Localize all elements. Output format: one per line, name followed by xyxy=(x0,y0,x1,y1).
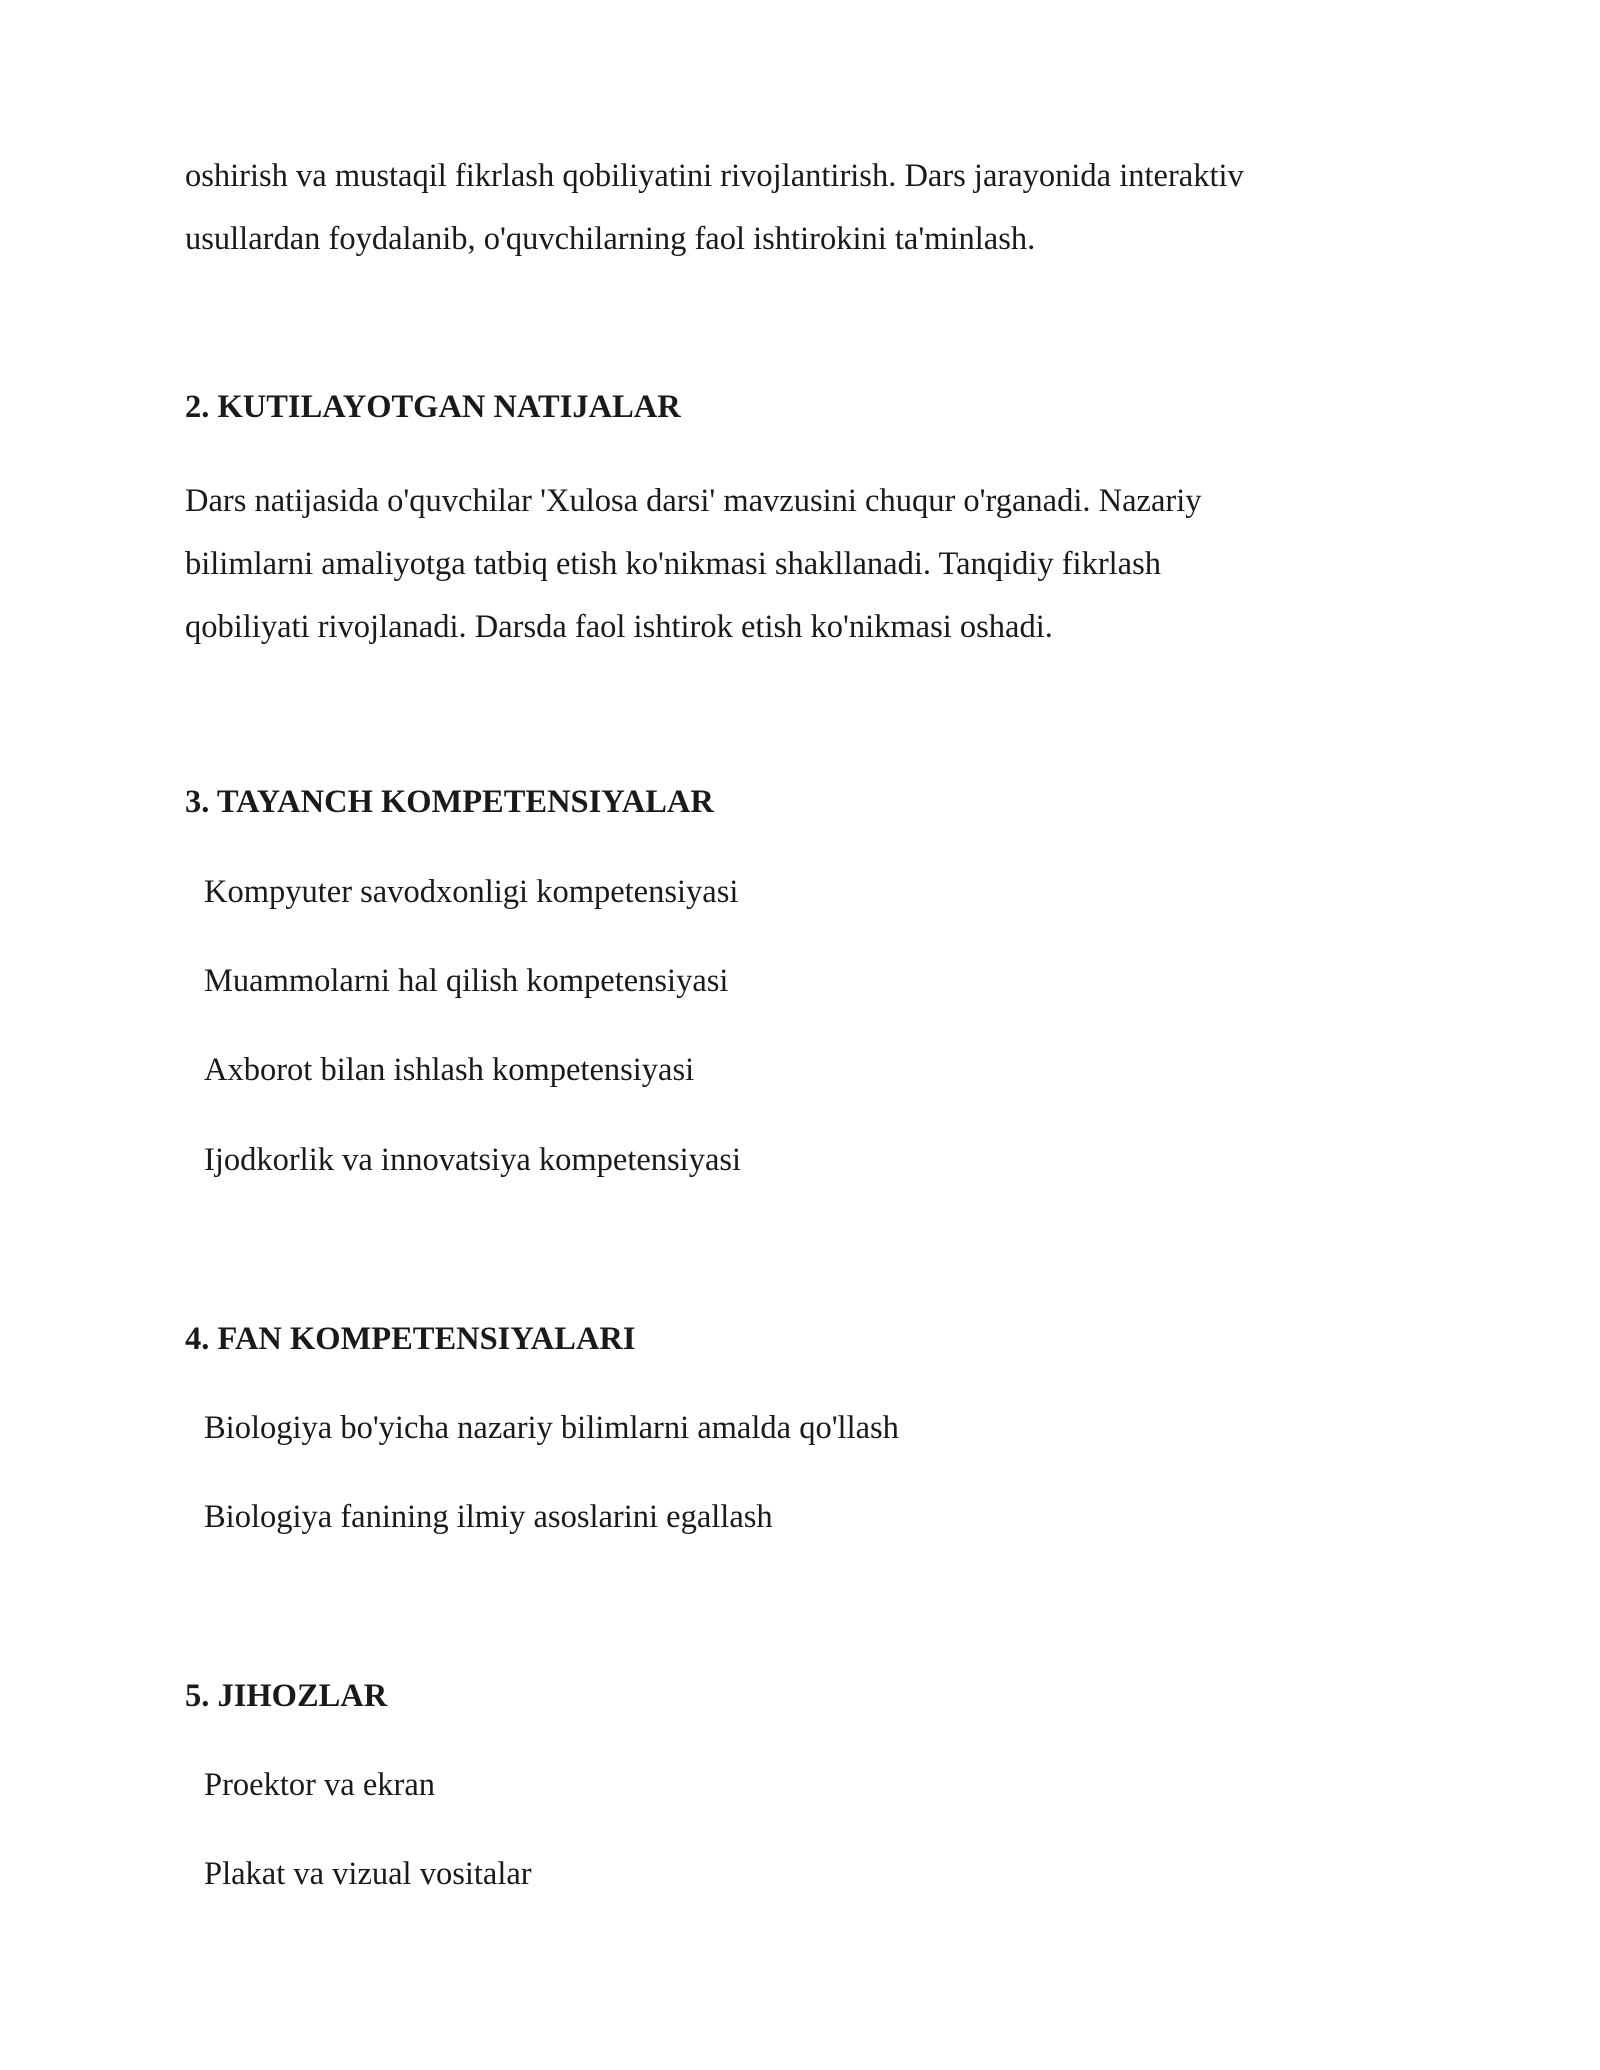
list-item: Proektor va ekran xyxy=(204,1767,436,1803)
section-heading-tayanch: 3. TAYANCH KOMPETENSIYALAR xyxy=(185,784,714,820)
list-item: Axborot bilan ishlash kompetensiyasi xyxy=(204,1052,695,1088)
section-heading-fan: 4. FAN KOMPETENSIYALARI xyxy=(185,1321,636,1357)
list-item: Biologiya fanining ilmiy asoslarini egallash xyxy=(204,1499,773,1535)
paragraph-line: qobiliyati rivojlanadi. Darsda faol ishtirok etish ko'nikmasi oshadi. xyxy=(185,609,1053,645)
list-item: Muammolarni hal qilish kompetensiyasi xyxy=(204,963,729,999)
list-item: Kompyuter savodxonligi kompetensiyasi xyxy=(204,874,739,910)
natijalar-paragraph xyxy=(185,470,1201,659)
paragraph-line: Dars natijasida o'quvchilar 'Xulosa darsi' mavzusini chuqur o'rganadi. Nazariy xyxy=(185,483,1202,519)
intro-paragraph xyxy=(185,145,1244,271)
list-item: Biologiya bo'yicha nazariy bilimlarni amalda qo'llash xyxy=(204,1410,899,1446)
list-item: Ijodkorlik va innovatsiya kompetensiyasi xyxy=(204,1142,742,1178)
paragraph-line: bilimlarni amaliyotga tatbiq etish ko'nikmasi shakllanadi. Tanqidiy fikrlash xyxy=(185,546,1161,582)
paragraph-line: usullardan foydalanib, o'quvchilarning faol ishtirokini ta'minlash. xyxy=(185,221,1036,257)
list-item: Plakat va vizual vositalar xyxy=(204,1856,532,1892)
section-heading-natijalar: 2. KUTILAYOTGAN NATIJALAR xyxy=(185,389,681,425)
paragraph-line: oshirish va mustaqil fikrlash qobiliyatini rivojlantirish. Dars jarayonida interaktiv xyxy=(185,158,1244,194)
section-heading-jihozlar: 5. JIHOZLAR xyxy=(185,1678,388,1714)
